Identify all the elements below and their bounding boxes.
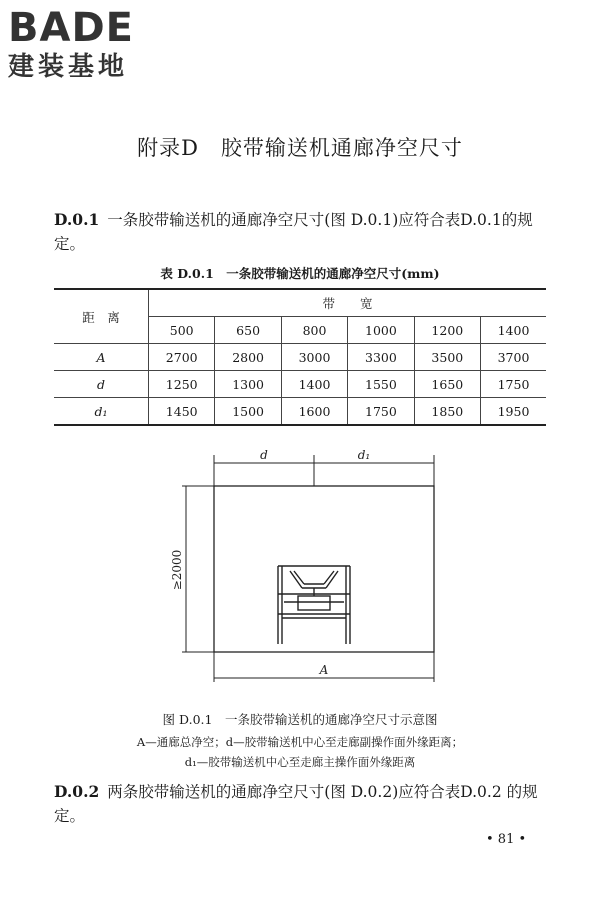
width-cell: 800 bbox=[281, 317, 347, 344]
table-cell: 1950 bbox=[481, 398, 546, 426]
table-cell: 1250 bbox=[149, 371, 215, 398]
row-header: 距 离 bbox=[54, 289, 149, 344]
table-cell: 1500 bbox=[215, 398, 281, 426]
table-cell: 2700 bbox=[149, 344, 215, 371]
logo-brand: BADE bbox=[8, 5, 134, 51]
label-d1: d₁ bbox=[357, 448, 371, 462]
clause-text: 两条胶带输送机的通廊净空尺寸(图 D.0.2)应符合表D.0.2 的规定。 bbox=[54, 783, 538, 825]
table-cell: 1550 bbox=[348, 371, 414, 398]
figure-note-1: A—通廊总净空；d—胶带输送机中心至走廊副操作面外缘距离； bbox=[136, 735, 464, 749]
table-cell: 3500 bbox=[414, 344, 480, 371]
table-cell: 1600 bbox=[281, 398, 347, 426]
clause-number: D.0.1 bbox=[54, 210, 100, 229]
figure-caption: 图 D.0.1 一条胶带输送机的通廊净空尺寸示意图 bbox=[162, 712, 438, 727]
table-cell: 3300 bbox=[348, 344, 414, 371]
width-cell: 1200 bbox=[414, 317, 480, 344]
row-label: d₁ bbox=[54, 398, 149, 426]
row-label: A bbox=[54, 344, 149, 371]
corridor-outline bbox=[214, 486, 434, 652]
clause-d02 bbox=[54, 780, 554, 828]
row-label: d bbox=[54, 371, 149, 398]
clause-number: D.0.2 bbox=[54, 782, 100, 801]
table-cell: 1300 bbox=[215, 371, 281, 398]
clearance-table bbox=[54, 288, 546, 426]
group-header: 带 宽 bbox=[149, 289, 547, 317]
label-height: ≥2000 bbox=[170, 549, 184, 591]
clause-text: 一条胶带输送机的通廊净空尺寸(图 D.0.1)应符合表D.0.1的规定。 bbox=[54, 211, 533, 253]
logo-subtitle: 建装基地 bbox=[8, 52, 129, 82]
table-cell: 1750 bbox=[481, 371, 546, 398]
table-row bbox=[54, 398, 546, 426]
width-cell: 500 bbox=[149, 317, 215, 344]
table-cell: 1650 bbox=[414, 371, 480, 398]
table-row bbox=[54, 371, 546, 398]
table-caption: 表 D.0.1 一条胶带输送机的通廊净空尺寸(mm) bbox=[160, 266, 440, 281]
table-cell: 1850 bbox=[414, 398, 480, 426]
width-cell: 650 bbox=[215, 317, 281, 344]
clause-d01 bbox=[54, 208, 554, 256]
table-cell: 1400 bbox=[281, 371, 347, 398]
table-cell: 1450 bbox=[149, 398, 215, 426]
width-cell: 1000 bbox=[348, 317, 414, 344]
table-row bbox=[54, 344, 546, 371]
clearance-diagram bbox=[160, 446, 460, 696]
figure-note-2: d₁—胶带输送机中心至走廊主操作面外缘距离 bbox=[184, 755, 416, 769]
width-cell: 1400 bbox=[481, 317, 546, 344]
label-d: d bbox=[260, 448, 268, 462]
appendix-title: 附录D 胶带输送机通廊净空尺寸 bbox=[137, 136, 463, 160]
table-cell: 2800 bbox=[215, 344, 281, 371]
page-number: • 81 • bbox=[486, 832, 527, 847]
table-cell: 1750 bbox=[348, 398, 414, 426]
logo bbox=[8, 6, 134, 82]
conveyor bbox=[278, 566, 350, 644]
label-A: A bbox=[319, 663, 329, 677]
table-cell: 3700 bbox=[481, 344, 546, 371]
table-cell: 3000 bbox=[281, 344, 347, 371]
